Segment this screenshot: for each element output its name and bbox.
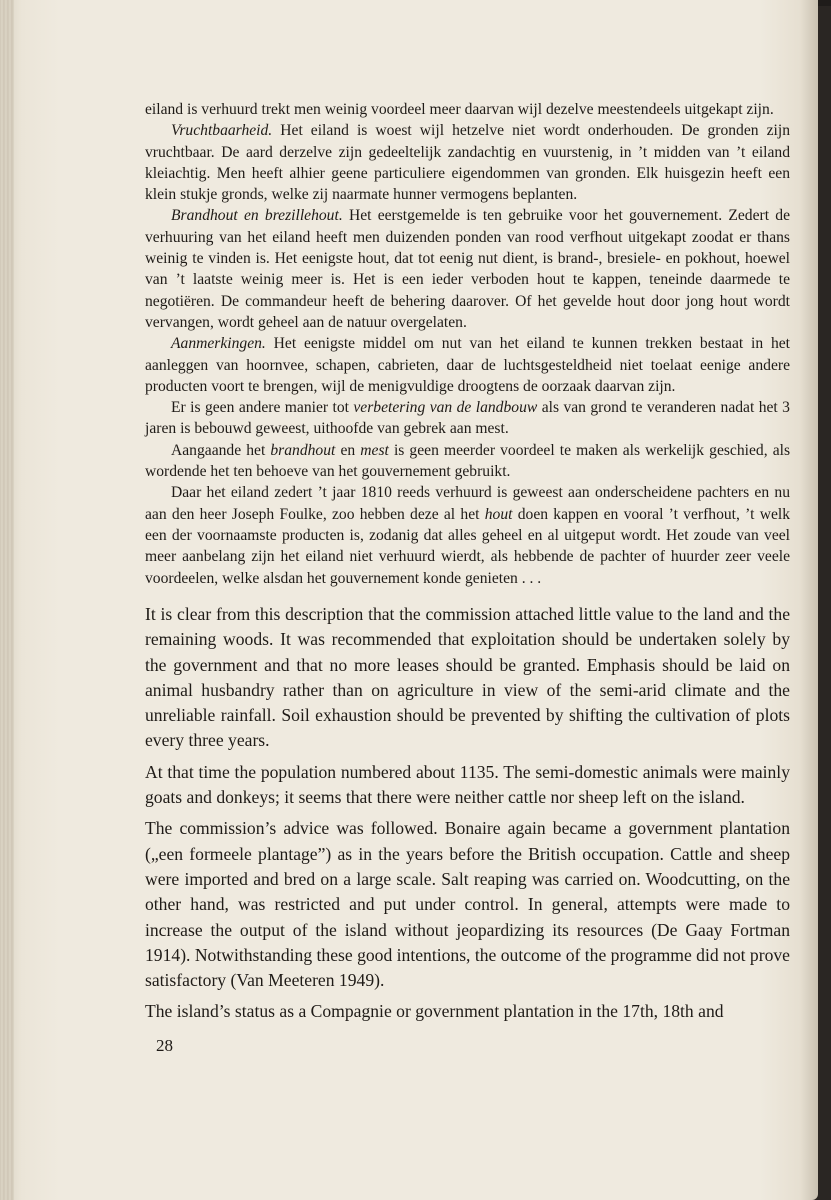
body-paragraph: It is clear from this description that the commission attached little value to the land and the remaining woods. It was recommended that exploitation should be undertaken solely by the government and that no more leases should be granted. Emphasis should be laid on animal husbandry rather than on agriculture in view of the semi-arid climate and the unreliable rainfall. Soil exhaustion should be prevented by shifting the cultivation of plots every three years. <box>145 604 790 751</box>
quote-paragraph: Aanmerkingen. Het eenigste middel om nut van het eiland te kunnen trekken bestaat in het aanleggen van hoornvee, schapen, cabrieten, daar de luchtsgesteldheid niet toelaat eenige andere producten voort te brengen, wijl de menigvuldige droogtens de oorzaak daarvan zijn. <box>145 335 790 395</box>
quote-paragraph: Vruchtbaarheid. Het eiland is woest wijl hetzelve niet wordt onderhouden. De gronden zijn vruchtbaar. De aard derzelve zijn gedeeltelijk zandachtig en vuurstenig, in ’t midden van ’t eiland kleiachtig. Men heeft alhier geene particuliere eigendommen van gronden. Elk huisgezin heeft een klein stukje gronds, welke zij naarmate hunner vermogens beplanten. <box>145 122 790 204</box>
body-paragraph: At that time the population numbered about 1135. The semi-domestic animals were mainly goats and donkeys; it seems that there were neither cattle nor sheep left on the island. <box>145 761 790 808</box>
body-text <box>145 602 790 1031</box>
quote-paragraph: Brandhout en brezillehout. Het eerstgemelde is ten gebruike voor het gouvernement. Zedert de verhuuring van het eiland heeft men duizenden ponden van rood verfhout uitgekapt zoodat er thans weinig te vinden is. Het eenigste hout, dat tot eenig nut dient, is brand-, bresiele- en pokhout, hoewel van ’t laatste weinig meer is. Het is een ieder verboden hout te kappen, teneinde daarmede te negotiëren. De commandeur heeft de behering daarover. Of het gevelde hout door jong hout wordt vervangen, wordt geheel aan de natuur overgelaten. <box>145 207 790 331</box>
page-edge <box>0 0 14 1200</box>
quote-paragraph: Daar het eiland zedert ’t jaar 1810 reeds verhuurd is geweest aan onderscheidene pachters en nu aan den heer Joseph Foulke, zoo hebben deze al het hout doen kappen en vooral ’t verfhout, ’t welk een der voornaamste producten is, zodanig dat alles geheel en al uitgeput wordt. Het zoude van veel meer aanbelang zijn het eiland niet verhuurd wierdt, als hebbende de pachter of huurder zeer veele voordeelen, welke alsdan het gouvernement konde genieten . . . <box>145 484 790 587</box>
quoted-dutch-text <box>145 99 790 589</box>
quote-paragraph: Aangaande het brandhout en mest is geen meerder voordeel te maken als werkelijk geschied, als wordende het ten behoeve van het gouvernement gebruikt. <box>145 441 791 481</box>
page-number: 28 <box>156 1036 173 1055</box>
quote-paragraph: Er is geen andere manier tot verbetering van de landbouw als van grond te veranderen nadat het 3 jaren is bebouwd geweest, uithoofde van gebrek aan mest. <box>145 399 790 438</box>
body-paragraph: The island’s status as a Compagnie or government plantation in the 17th, 18th and <box>145 1001 724 1022</box>
quote-paragraph: eiland is verhuurd trekt men weinig voordeel meer daarvan wijl dezelve meestendeels uitgekapt zijn. <box>145 101 774 118</box>
body-paragraph: The commission’s advice was followed. Bonaire again became a government plantation („een formeele plantage”) as in the years before the British occupation. Cattle and sheep were imported and bred on a large scale. Salt reaping was carried on. Woodcutting, on the other hand, was restricted and put under control. In general, attempts were made to increase the output of the island without jeopardizing its resources (De Gaay Fortman 1914). Notwithstanding these good intentions, the outcome of the programme did not prove satisfactory (Van Meeteren 1949). <box>145 818 790 991</box>
